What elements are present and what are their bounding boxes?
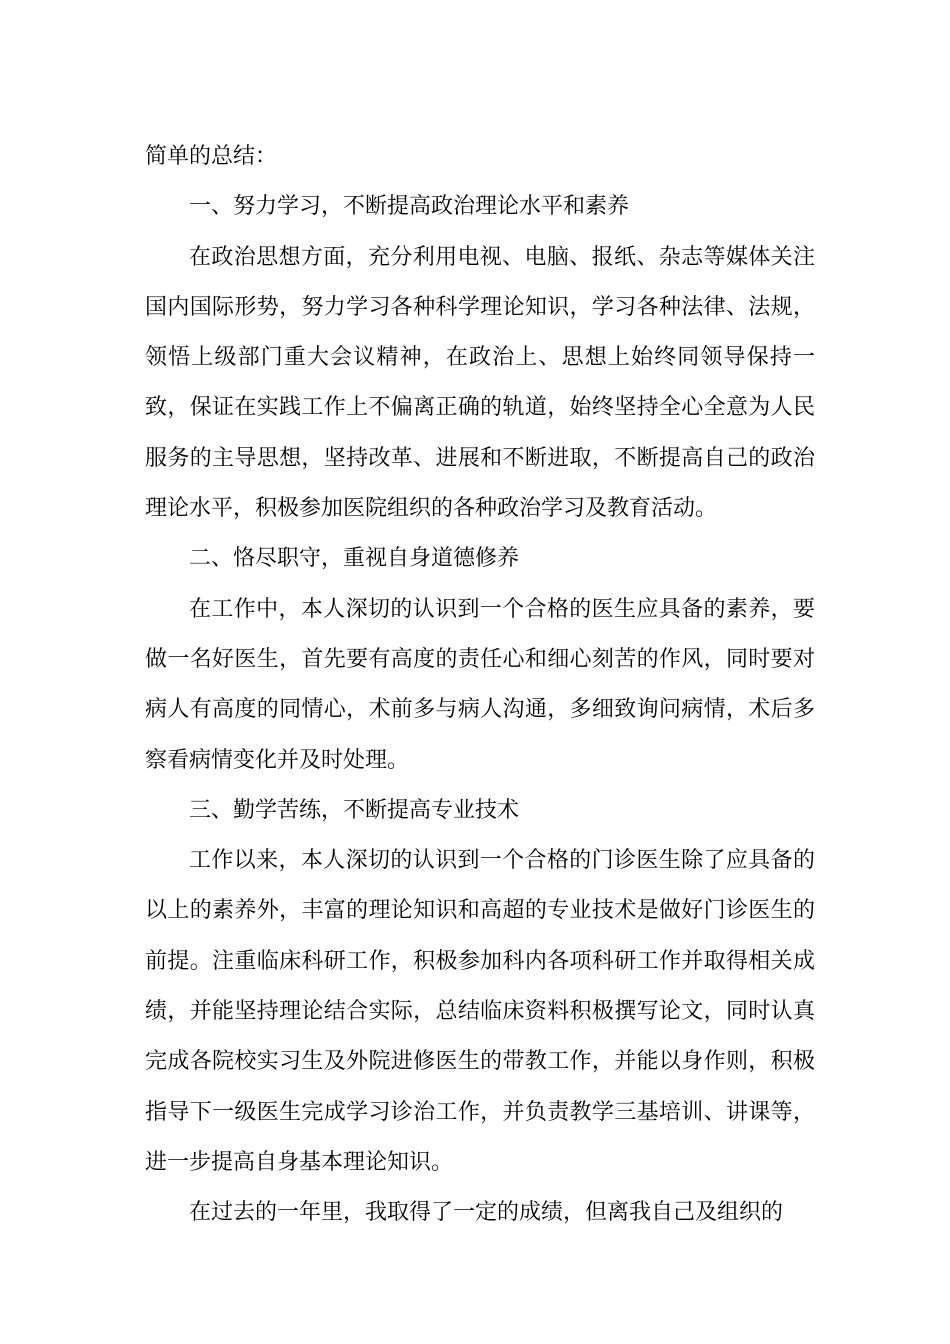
body-paragraph-3: 工作以来，本人深切的认识到一个合格的门诊医生除了应具备的以上的素养外，丰富的理论知识和高超的专业技术是做好门诊医生的前提。注重临床科研工作，积极参加科内各项科研工作并取得相关成绩，并能坚持理论结合实际，总结临床资料积极撰写论文，同时认真完成各院校实习生及外院进修医生的带教工作，并能以身作则，积极指导下一级医生完成学习诊治工作，并负责教学三基培训、讲课等，进一步提高自身基本理论知识。: [145, 848, 815, 1175]
body-paragraph-4: 在过去的一年里，我取得了一定的成绩，但离我自己及组织的: [189, 1200, 784, 1226]
intro-paragraph: 简单的总结：: [145, 144, 278, 169]
document-body: [145, 132, 815, 1239]
section-heading-2: 二、恪尽职守，重视自身道德修养: [189, 546, 520, 572]
section-heading-1: 一、努力学习，不断提高政治理论水平和素养: [189, 194, 630, 220]
section-heading-3: 三、勤学苦练，不断提高专业技术: [189, 797, 520, 823]
body-paragraph-2: 在工作中，本人深切的认识到一个合格的医生应具备的素养，要做一名好医生，首先要有高度的责任心和细心刻苦的作风，同时要对病人有高度的同情心，术前多与病人沟通，多细致询问病情，术后多察看病情变化并及时处理。: [145, 596, 815, 773]
body-paragraph-1: 在政治思想方面，充分利用电视、电脑、报纸、杂志等媒体关注国内国际形势，努力学习各种科学理论知识，学习各种法律、法规，领悟上级部门重大会议精神，在政治上、思想上始终同领导保持一致，保证在实践工作上不偏离正确的轨道，始终坚持全心全意为人民服务的主导思想，坚持改革、进展和不断进取，不断提高自己的政治理论水平，积极参加医院组织的各种政治学习及教育活动。: [145, 244, 815, 522]
